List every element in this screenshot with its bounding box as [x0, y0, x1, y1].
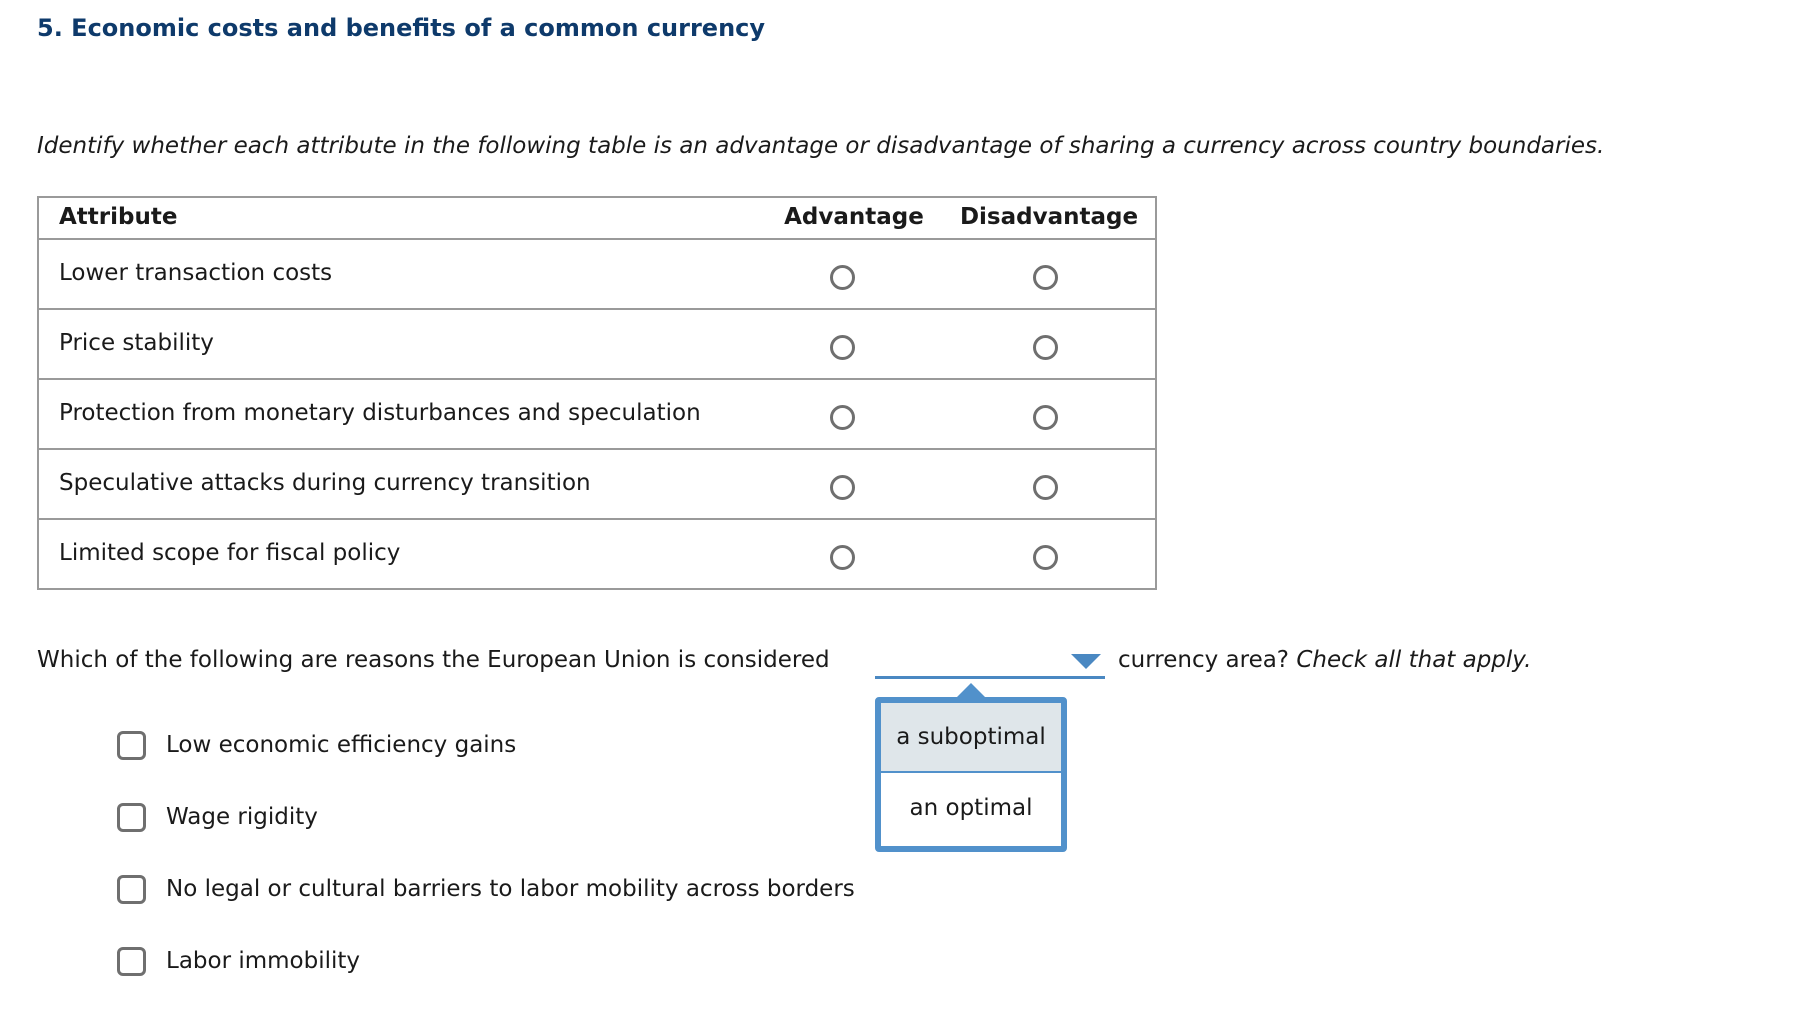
advantage-radio[interactable]: [830, 405, 855, 430]
table-row: [39, 520, 1155, 588]
question-prefix: Which of the following are reasons the European Union is considered: [37, 647, 830, 673]
checkbox-item[interactable]: [117, 728, 516, 762]
table-row: [39, 240, 1155, 310]
checkbox-item[interactable]: [117, 944, 360, 978]
checkbox-icon[interactable]: [117, 731, 146, 760]
checkbox-item[interactable]: [117, 872, 855, 906]
checkbox-item[interactable]: [117, 800, 318, 834]
row-label: Speculative attacks during currency transition: [59, 470, 591, 496]
question-suffix: [1118, 647, 1531, 673]
disadvantage-radio[interactable]: [1033, 545, 1058, 570]
disadvantage-radio[interactable]: [1033, 475, 1058, 500]
dropdown-caret-icon: [957, 683, 985, 697]
row-label: Protection from monetary disturbances and speculation: [59, 400, 701, 426]
checkbox-icon[interactable]: [117, 947, 146, 976]
checkbox-label: Labor immobility: [166, 948, 361, 974]
instruction-text: Identify whether each attribute in the following table is an advantage or disadvantage of sharing a currency across country boundaries.: [37, 133, 1605, 159]
table-row: [39, 450, 1155, 520]
advantage-radio[interactable]: [830, 265, 855, 290]
disadvantage-radio[interactable]: [1033, 335, 1058, 360]
checkbox-icon[interactable]: [117, 875, 146, 904]
advantage-radio[interactable]: [830, 475, 855, 500]
dropdown-menu: [875, 697, 1067, 852]
checkbox-label: No legal or cultural barriers to labor mobility across borders: [166, 876, 855, 902]
row-label: Limited scope for fiscal policy: [59, 540, 401, 566]
question-suffix-text: currency area?: [1118, 647, 1290, 673]
header-advantage: Advantage: [784, 204, 924, 230]
row-label: Lower transaction costs: [59, 260, 333, 286]
dropdown-option-suboptimal[interactable]: a suboptimal: [881, 703, 1061, 773]
table-header: [39, 198, 1155, 240]
header-attribute: Attribute: [59, 204, 178, 230]
currency-area-select[interactable]: [875, 643, 1105, 679]
row-label: Price stability: [59, 330, 214, 356]
advantage-radio[interactable]: [830, 335, 855, 360]
disadvantage-radio[interactable]: [1033, 265, 1058, 290]
attribute-table: [37, 196, 1157, 590]
table-row: [39, 380, 1155, 450]
triangle-down-icon[interactable]: [1071, 654, 1101, 669]
header-disadvantage: Disadvantage: [959, 204, 1139, 230]
checkbox-label: Wage rigidity: [166, 804, 318, 830]
checkbox-label: Low economic efficiency gains: [166, 732, 517, 758]
dropdown-option-optimal[interactable]: an optimal: [909, 795, 1033, 821]
advantage-radio[interactable]: [830, 545, 855, 570]
disadvantage-radio[interactable]: [1033, 405, 1058, 430]
question-instruction-italic: Check all that apply.: [1296, 647, 1532, 673]
page-title: 5. Economic costs and benefits of a common currency: [37, 14, 766, 42]
checkbox-icon[interactable]: [117, 803, 146, 832]
table-row: [39, 310, 1155, 380]
